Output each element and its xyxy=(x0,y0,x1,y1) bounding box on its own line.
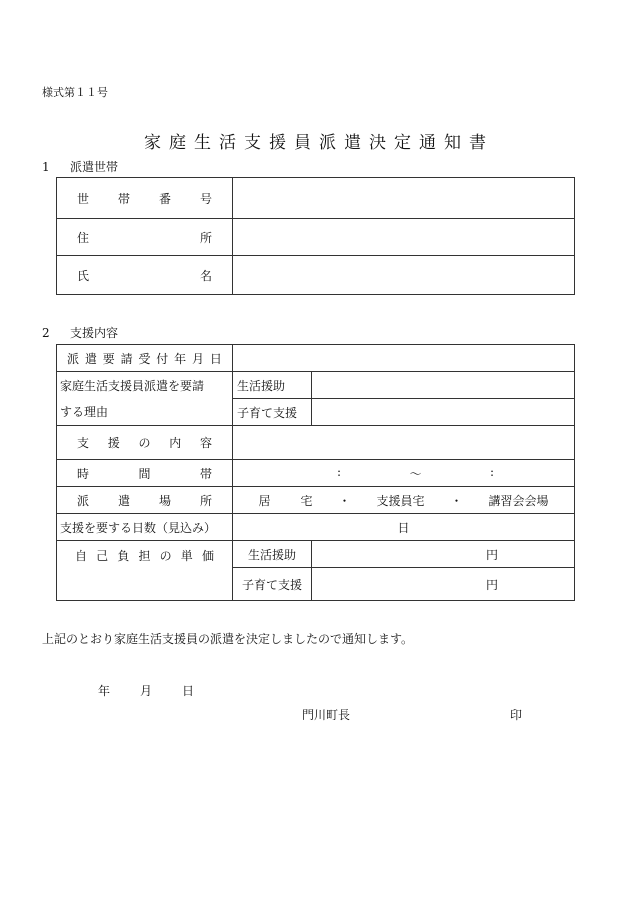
burden-childcare-field[interactable] xyxy=(312,568,575,601)
issuer-name: 門川町長 xyxy=(302,708,351,722)
name-field[interactable] xyxy=(233,256,575,295)
place-separator: ・ xyxy=(338,493,351,508)
reason-living-field[interactable] xyxy=(312,372,575,399)
address-row xyxy=(57,219,575,256)
time-row xyxy=(57,460,575,487)
place-option-home[interactable]: 居 宅 xyxy=(258,493,313,508)
reason-row-living xyxy=(57,372,575,399)
document-title: 家庭生活支援員派遣決定通知書 xyxy=(144,133,494,153)
days-field[interactable] xyxy=(233,514,575,541)
notice-text: 上記のとおり家庭生活支援員の派遣を決定しましたので通知します。 xyxy=(42,632,414,646)
time-field[interactable] xyxy=(233,460,575,487)
time-label: 時 間 帯 xyxy=(77,466,212,481)
burden-childcare-unit: 円 xyxy=(485,577,498,592)
household-number-row xyxy=(57,178,575,219)
days-row xyxy=(57,514,575,541)
address-label: 住 所 xyxy=(77,230,212,245)
reason-label-line2: する理由 xyxy=(60,404,109,419)
address-field[interactable] xyxy=(233,219,575,256)
time-start-colon: : xyxy=(337,464,342,479)
content-label: 支 援 の 内 容 xyxy=(77,436,212,450)
section2-number: 2 xyxy=(42,326,50,340)
section1-number: 1 xyxy=(42,160,50,174)
content-field[interactable] xyxy=(233,426,575,460)
section1-title: 派遣世帯 xyxy=(70,160,119,174)
date-year: 年 xyxy=(98,684,111,698)
section1-heading xyxy=(42,158,118,175)
reason-label-line1: 家庭生活支援員派遣を要請 xyxy=(60,378,205,393)
burden-living-field[interactable] xyxy=(312,541,575,568)
seal-mark: 印 xyxy=(510,708,523,722)
date-month: 月 xyxy=(140,684,153,698)
name-row xyxy=(57,256,575,295)
place-row xyxy=(57,487,575,514)
content-row xyxy=(57,426,575,460)
reason-type-childcare: 子育て支援 xyxy=(233,399,312,426)
time-end-colon: : xyxy=(489,464,494,479)
reason-label xyxy=(57,372,233,426)
section2-title: 支援内容 xyxy=(70,326,119,340)
support-table xyxy=(56,344,575,601)
reason-childcare-field[interactable] xyxy=(312,399,575,426)
name-label: 氏 名 xyxy=(77,268,212,283)
place-option-training-venue[interactable]: 講習会会場 xyxy=(488,493,549,508)
burden-type-living: 生活援助 xyxy=(233,541,312,568)
reason-type-living: 生活援助 xyxy=(233,372,312,399)
burden-type-childcare: 子育て支援 xyxy=(233,568,312,601)
days-unit: 日 xyxy=(397,520,410,535)
form-number: 様式第１１号 xyxy=(42,86,108,99)
household-table xyxy=(56,177,575,295)
time-range-tilde: 〜 xyxy=(409,466,422,481)
burden-living-unit: 円 xyxy=(485,547,498,562)
place-options xyxy=(233,487,575,514)
date-line xyxy=(98,682,194,699)
date-day: 日 xyxy=(182,684,195,698)
days-label: 支援を要する日数（見込み） xyxy=(57,514,233,541)
request-date-field[interactable] xyxy=(233,345,575,372)
section2-heading xyxy=(42,324,118,341)
place-option-supporter-home[interactable]: 支援員宅 xyxy=(376,493,425,508)
request-date-row xyxy=(57,345,575,372)
request-date-label: 派 遣 要 請 受 付 年 月 日 xyxy=(67,351,222,366)
place-label: 派 遣 場 所 xyxy=(77,493,212,508)
burden-label: 自 己 負 担 の 単 価 xyxy=(57,541,233,601)
place-separator: ・ xyxy=(450,493,463,508)
household-number-field[interactable] xyxy=(233,178,575,219)
burden-row-living xyxy=(57,541,575,568)
household-number-label: 世 帯 番 号 xyxy=(77,191,212,206)
